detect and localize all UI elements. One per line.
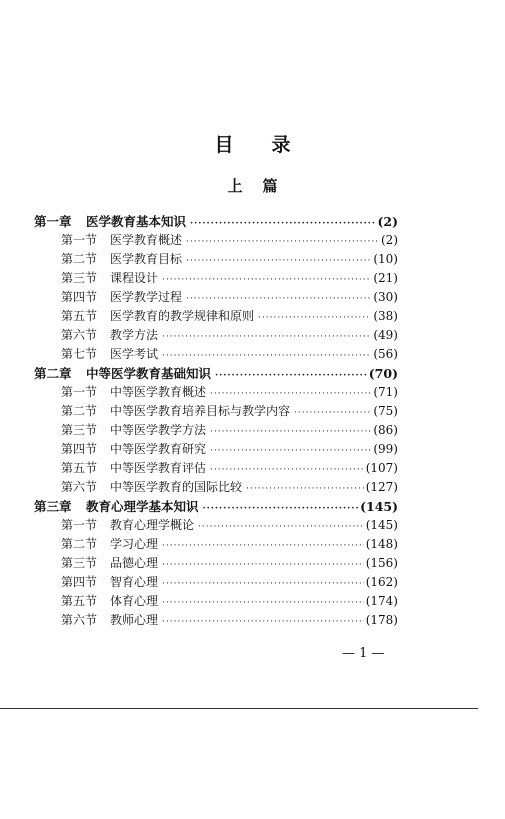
- dot-leader: [210, 442, 371, 461]
- dot-leader: [186, 233, 379, 252]
- dot-leader: [162, 594, 364, 613]
- toc-entry-number: 第五节: [61, 461, 98, 475]
- page-title: 目录: [214, 134, 329, 156]
- toc-entry-title: 中等医学教育研究: [110, 442, 207, 456]
- toc-section-row[interactable]: [34, 288, 398, 307]
- toc-entry-page: (107): [365, 461, 398, 475]
- dot-leader: [198, 518, 364, 537]
- toc-entry-number: 第三节: [61, 423, 98, 437]
- toc-entry-page: (30): [373, 290, 398, 304]
- toc-entry-page: (38): [373, 309, 398, 323]
- toc-entry-title: 智育心理: [110, 575, 159, 589]
- toc-section-row[interactable]: [34, 554, 398, 573]
- toc-section-row[interactable]: [34, 440, 398, 459]
- toc-section-row[interactable]: [34, 250, 398, 269]
- toc-section-row[interactable]: [34, 535, 398, 554]
- table-of-contents: [34, 212, 398, 630]
- toc-entry-number: 第二章: [34, 366, 72, 381]
- toc-chapter-row[interactable]: [34, 497, 398, 516]
- dot-leader: [203, 500, 359, 519]
- toc-section-row[interactable]: [34, 326, 398, 345]
- dot-leader: [190, 215, 375, 234]
- toc-entry-title: 医学教育目标: [110, 252, 183, 266]
- toc-entry-page: (49): [373, 328, 398, 342]
- dot-leader: [162, 271, 371, 290]
- toc-entry-title: 医学教育基本知识: [86, 214, 187, 229]
- toc-entry-page: (75): [373, 404, 398, 418]
- toc-entry-title: 教学方法: [110, 328, 159, 342]
- toc-entry-number: 第一节: [61, 233, 98, 247]
- toc-section-row[interactable]: [34, 402, 398, 421]
- toc-entry-page: (86): [373, 423, 398, 437]
- dot-leader: [186, 252, 371, 271]
- dot-leader: [294, 404, 371, 423]
- toc-entry-number: 第三章: [34, 499, 72, 514]
- toc-entry-number: 第六节: [61, 480, 98, 494]
- toc-entry-page: (71): [373, 385, 398, 399]
- dot-leader: [162, 556, 364, 575]
- toc-entry-title: 中等医学教育培养目标与教学内容: [110, 404, 291, 418]
- toc-chapter-row[interactable]: [34, 212, 398, 231]
- toc-entry-number: 第二节: [61, 404, 98, 418]
- toc-section-row[interactable]: [34, 573, 398, 592]
- dot-leader: [210, 423, 371, 442]
- toc-section-row[interactable]: [34, 516, 398, 535]
- toc-entry-title: 课程设计: [110, 271, 159, 285]
- dot-leader: [246, 480, 364, 499]
- dot-leader: [162, 613, 364, 632]
- toc-entry-page: (162): [365, 575, 398, 589]
- toc-entry-page: (99): [373, 442, 398, 456]
- page-number: — 1 —: [342, 646, 385, 661]
- toc-entry-page: (145): [360, 499, 398, 514]
- toc-entry-number: 第三节: [61, 271, 98, 285]
- toc-entry-title: 中等医学教育基础知识: [86, 366, 212, 381]
- toc-section-row[interactable]: [34, 345, 398, 364]
- toc-entry-number: 第一节: [61, 518, 98, 532]
- toc-entry-number: 第一节: [61, 385, 98, 399]
- bottom-rule: [0, 708, 478, 709]
- toc-entry-title: 中等医学教育的国际比较: [110, 480, 243, 494]
- toc-entry-title: 教育心理学概论: [110, 518, 195, 532]
- toc-entry-title: 品德心理: [110, 556, 159, 570]
- dot-leader: [258, 309, 371, 328]
- toc-section-row[interactable]: [34, 421, 398, 440]
- dot-leader: [162, 537, 364, 556]
- toc-chapter-row[interactable]: [34, 364, 398, 383]
- toc-entry-number: 第四节: [61, 575, 98, 589]
- toc-section-row[interactable]: [34, 269, 398, 288]
- toc-entry-title: 学习心理: [110, 537, 159, 551]
- toc-entry-page: (56): [373, 347, 398, 361]
- toc-entry-page: (156): [365, 556, 398, 570]
- toc-entry-number: 第二节: [61, 252, 98, 266]
- toc-entry-page: (127): [365, 480, 398, 494]
- toc-section-row[interactable]: [34, 478, 398, 497]
- toc-section-row[interactable]: [34, 307, 398, 326]
- toc-entry-number: 第一章: [34, 214, 72, 229]
- toc-entry-title: 中等医学教学方法: [110, 423, 207, 437]
- toc-entry-page: (21): [373, 271, 398, 285]
- toc-entry-page: (10): [373, 252, 398, 266]
- toc-entry-page: (148): [365, 537, 398, 551]
- toc-entry-page: (145): [365, 518, 398, 532]
- toc-entry-number: 第五节: [61, 309, 98, 323]
- toc-entry-title: 医学教育的教学规律和原则: [110, 309, 255, 323]
- toc-entry-page: (2): [377, 214, 398, 229]
- toc-section-row[interactable]: [34, 383, 398, 402]
- toc-entry-number: 第四节: [61, 290, 98, 304]
- toc-entry-title: 中等医学教育评估: [110, 461, 207, 475]
- toc-entry-number: 第五节: [61, 594, 98, 608]
- toc-entry-title: 医学教育概述: [110, 233, 183, 247]
- toc-entry-number: 第六节: [61, 613, 98, 627]
- toc-entry-number: 第六节: [61, 328, 98, 342]
- toc-entry-number: 第七节: [61, 347, 98, 361]
- dot-leader: [215, 367, 367, 386]
- part-title: 上篇: [227, 177, 298, 195]
- toc-entry-number: 第三节: [61, 556, 98, 570]
- toc-entry-page: (174): [365, 594, 398, 608]
- toc-entry-title: 教育心理学基本知识: [86, 499, 199, 514]
- toc-entry-title: 医学考试: [110, 347, 159, 361]
- toc-entry-title: 教师心理: [110, 613, 159, 627]
- toc-entry-title: 医学教学过程: [110, 290, 183, 304]
- toc-section-row[interactable]: [34, 459, 398, 478]
- dot-leader: [162, 328, 371, 347]
- toc-section-row[interactable]: [34, 592, 398, 611]
- dot-leader: [162, 575, 364, 594]
- toc-entry-number: 第二节: [61, 537, 98, 551]
- toc-entry-page: (178): [365, 613, 398, 627]
- toc-entry-page: (70): [368, 366, 398, 381]
- toc-section-row[interactable]: [34, 611, 398, 630]
- toc-section-row[interactable]: [34, 231, 398, 250]
- toc-entry-title: 体育心理: [110, 594, 159, 608]
- toc-entry-title: 中等医学教育概述: [110, 385, 207, 399]
- toc-entry-page: (2): [381, 233, 398, 247]
- toc-entry-number: 第四节: [61, 442, 98, 456]
